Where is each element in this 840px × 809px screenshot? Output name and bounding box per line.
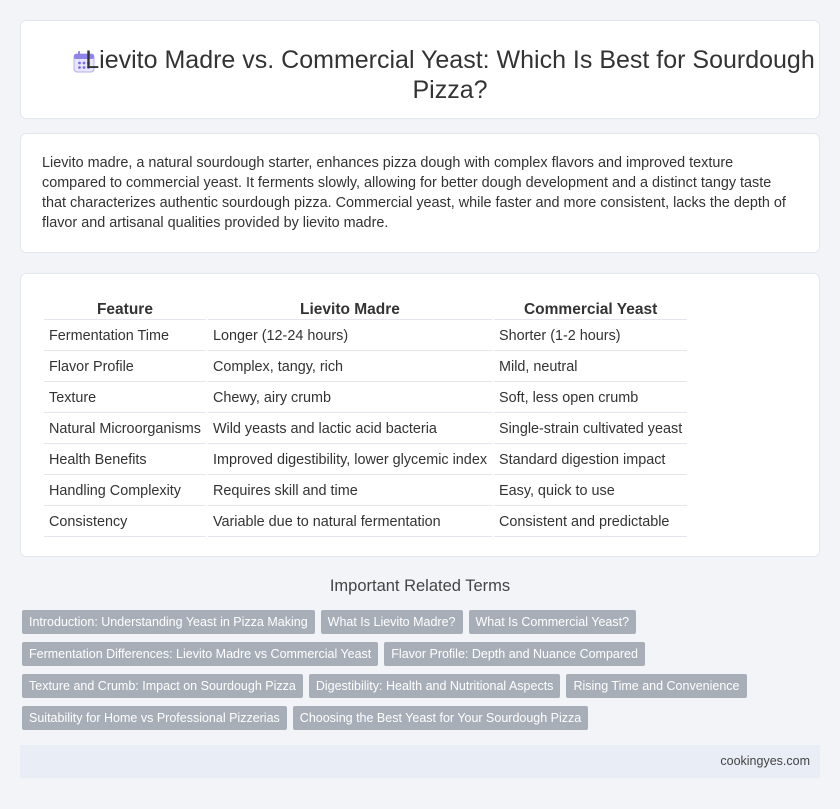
table-cell: Handling Complexity <box>44 477 206 506</box>
table-cell: Requires skill and time <box>208 477 492 506</box>
table-cell: Wild yeasts and lactic acid bacteria <box>208 415 492 444</box>
table-cell: Complex, tangy, rich <box>208 353 492 382</box>
related-term-tag[interactable]: Flavor Profile: Depth and Nuance Compared <box>384 642 645 666</box>
table-cell: Shorter (1-2 hours) <box>494 322 687 351</box>
related-term-tag[interactable]: Introduction: Understanding Yeast in Pizza Making <box>22 610 315 634</box>
related-term-tag[interactable]: Texture and Crumb: Impact on Sourdough Pizza <box>22 674 303 698</box>
table-cell: Improved digestibility, lower glycemic index <box>208 446 492 475</box>
table-row <box>44 353 687 382</box>
title-card <box>20 20 820 119</box>
table-cell: Fermentation Time <box>44 322 206 351</box>
table-cell: Standard digestion impact <box>494 446 687 475</box>
table-cell: Variable due to natural fermentation <box>208 508 492 537</box>
table-cell: Consistent and predictable <box>494 508 687 537</box>
header-commercial-yeast: Commercial Yeast <box>494 298 687 320</box>
intro-paragraph: Lievito madre, a natural sourdough starter, enhances pizza dough with complex flavors and improved texture compared to commercial yeast. It ferments slowly, allowing for better dough development and a distinct tangy taste that characterizes authentic sourdough pizza. Commercial yeast, while faster and more consistent, lacks the depth of flavor and artisanal qualities provided by lievito madre. <box>42 155 786 231</box>
related-term-tag[interactable]: Fermentation Differences: Lievito Madre vs Commercial Yeast <box>22 642 378 666</box>
related-term-tag[interactable]: Digestibility: Health and Nutritional Aspects <box>309 674 561 698</box>
related-term-tag[interactable]: Rising Time and Convenience <box>566 674 746 698</box>
table-cell: Longer (12-24 hours) <box>208 322 492 351</box>
intro-card <box>20 133 820 253</box>
related-term-tag[interactable]: What Is Lievito Madre? <box>321 610 463 634</box>
table-cell: Mild, neutral <box>494 353 687 382</box>
table-cell: Consistency <box>44 508 206 537</box>
table-row <box>44 446 687 475</box>
table-cell: Single-strain cultivated yeast <box>494 415 687 444</box>
related-term-tag[interactable]: Choosing the Best Yeast for Your Sourdough Pizza <box>293 706 588 730</box>
table-row <box>44 384 687 413</box>
table-cell: Health Benefits <box>44 446 206 475</box>
footer <box>20 745 820 778</box>
table-row <box>44 322 687 351</box>
related-terms-title: Important Related Terms <box>329 577 511 595</box>
table-cell: Flavor Profile <box>44 353 206 382</box>
table-cell: Easy, quick to use <box>494 477 687 506</box>
page-title: Lievito Madre vs. Commercial Yeast: Which Is Best for Sourdough Pizza? <box>85 46 815 104</box>
table-cell: Chewy, airy crumb <box>208 384 492 413</box>
related-term-tag[interactable]: Suitability for Home vs Professional Pizzerias <box>22 706 287 730</box>
related-terms-list <box>22 610 802 730</box>
table-row <box>44 477 687 506</box>
table-row <box>44 508 687 537</box>
table-header-row <box>44 298 687 320</box>
related-term-tag[interactable]: What Is Commercial Yeast? <box>469 610 637 634</box>
table-cell: Texture <box>44 384 206 413</box>
table-row <box>44 415 687 444</box>
header-lievito-madre: Lievito Madre <box>208 298 492 320</box>
footer-site-name: cookingyes.com <box>720 754 810 768</box>
comparison-table <box>42 296 689 539</box>
comparison-table-card <box>20 273 820 557</box>
table-cell: Natural Microorganisms <box>44 415 206 444</box>
header-feature: Feature <box>44 298 206 320</box>
table-cell: Soft, less open crumb <box>494 384 687 413</box>
